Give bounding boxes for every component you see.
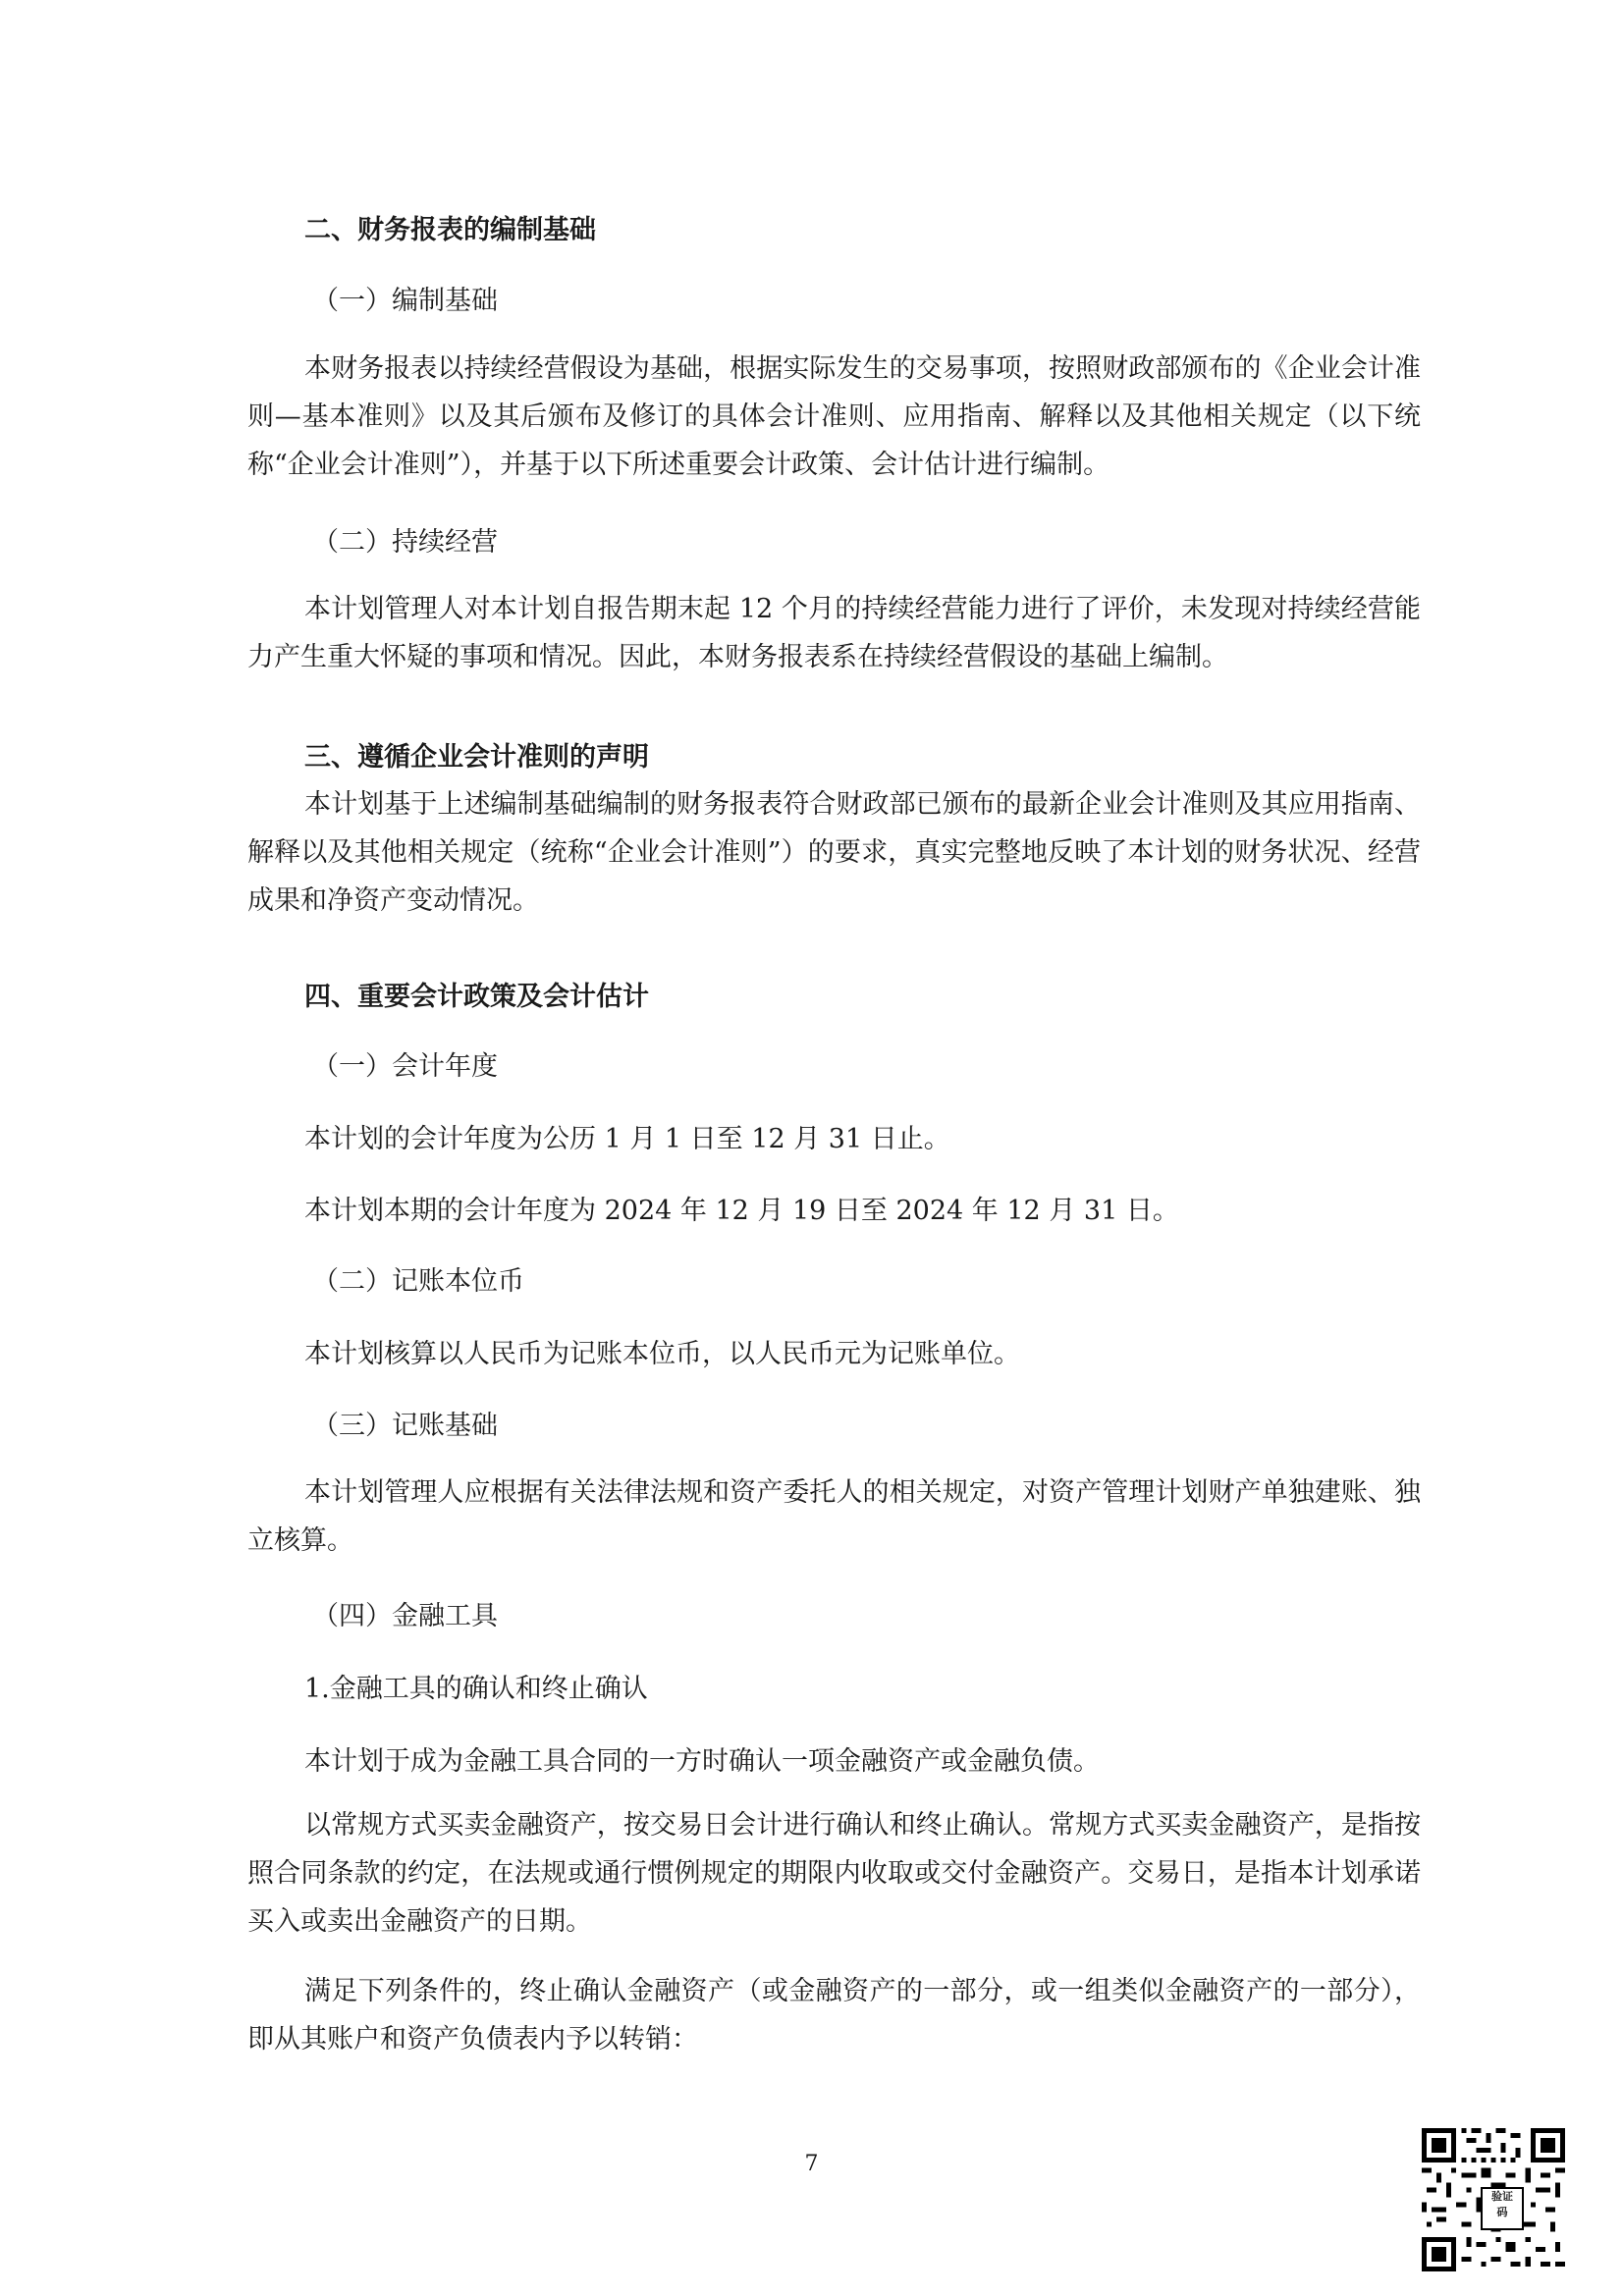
text-line: 本计划的会计年度为公历 1 月 1 日至 12 月 31 日止。 <box>304 1124 950 1154</box>
list-item-heading: 1.金融工具的确认和终止确认 <box>304 1674 648 1704</box>
paragraph: 满足下列条件的，终止确认金融资产（或金融资产的一部分，或一组类似金融资产的一部分），即从其账户和资产负债表内予以转销： <box>247 1976 1421 2055</box>
subsection-heading: （四）金融工具 <box>312 1601 498 1631</box>
paragraph: 本计划管理人对本计划自报告期末起 12 个月的持续经营能力进行了评价，未发现对持续经营能力产生重大怀疑的事项和情况。因此，本财务报表系在持续经营假设的基础上编制。 <box>247 594 1421 672</box>
qr-label: 验证 <box>1491 2190 1513 2203</box>
paragraph: 以常规方式买卖金融资产，按交易日会计进行确认和终止确认。常规方式买卖金融资产，是指按照合同条款的约定，在法规或通行惯例规定的期限内收取或交付金融资产。交易日，是指本计划承诺买入或卖出金融资产的日期。 <box>247 1810 1421 1937</box>
qr-label: 码 <box>1496 2206 1508 2218</box>
qr-verification-stamp <box>1481 2187 1524 2230</box>
section-heading: 四、重要会计政策及会计估计 <box>304 982 649 1012</box>
page-number: 7 <box>804 2152 819 2176</box>
section-heading: 三、遵循企业会计准则的声明 <box>304 742 649 773</box>
subsection-heading: （一）编制基础 <box>312 286 498 316</box>
text-line: 本计划于成为金融工具合同的一方时确认一项金融资产或金融负债。 <box>304 1746 1100 1777</box>
text-line: 本计划核算以人民币为记账本位币，以人民币元为记账单位。 <box>304 1339 1020 1369</box>
subsection-heading: （二）记账本位币 <box>312 1266 524 1297</box>
paragraph: 本计划基于上述编制基础编制的财务报表符合财政部已颁布的最新企业会计准则及其应用指南、解释以及其他相关规定（统称“企业会计准则”）的要求，真实完整地反映了本计划的财务状况、经营成果和净资产变动情况。 <box>247 789 1421 916</box>
text-line: 本计划本期的会计年度为 2024 年 12 月 19 日至 2024 年 12 月 31 日。 <box>304 1196 1179 1226</box>
subsection-heading: （二）持续经营 <box>312 527 498 558</box>
subsection-heading: （三）记账基础 <box>312 1411 498 1441</box>
paragraph: 本财务报表以持续经营假设为基础，根据实际发生的交易事项，按照财政部颁布的《企业会计准则—基本准则》以及其后颁布及修订的具体会计准则、应用指南、解释以及其他相关规定（以下统称“企业会计准则”），并基于以下所述重要会计政策、会计估计进行编制。 <box>247 353 1421 480</box>
section-heading: 二、财务报表的编制基础 <box>304 215 596 245</box>
subsection-heading: （一）会计年度 <box>312 1051 498 1082</box>
paragraph: 本计划管理人应根据有关法律法规和资产委托人的相关规定，对资产管理计划财产单独建账、独立核算。 <box>247 1477 1421 1556</box>
